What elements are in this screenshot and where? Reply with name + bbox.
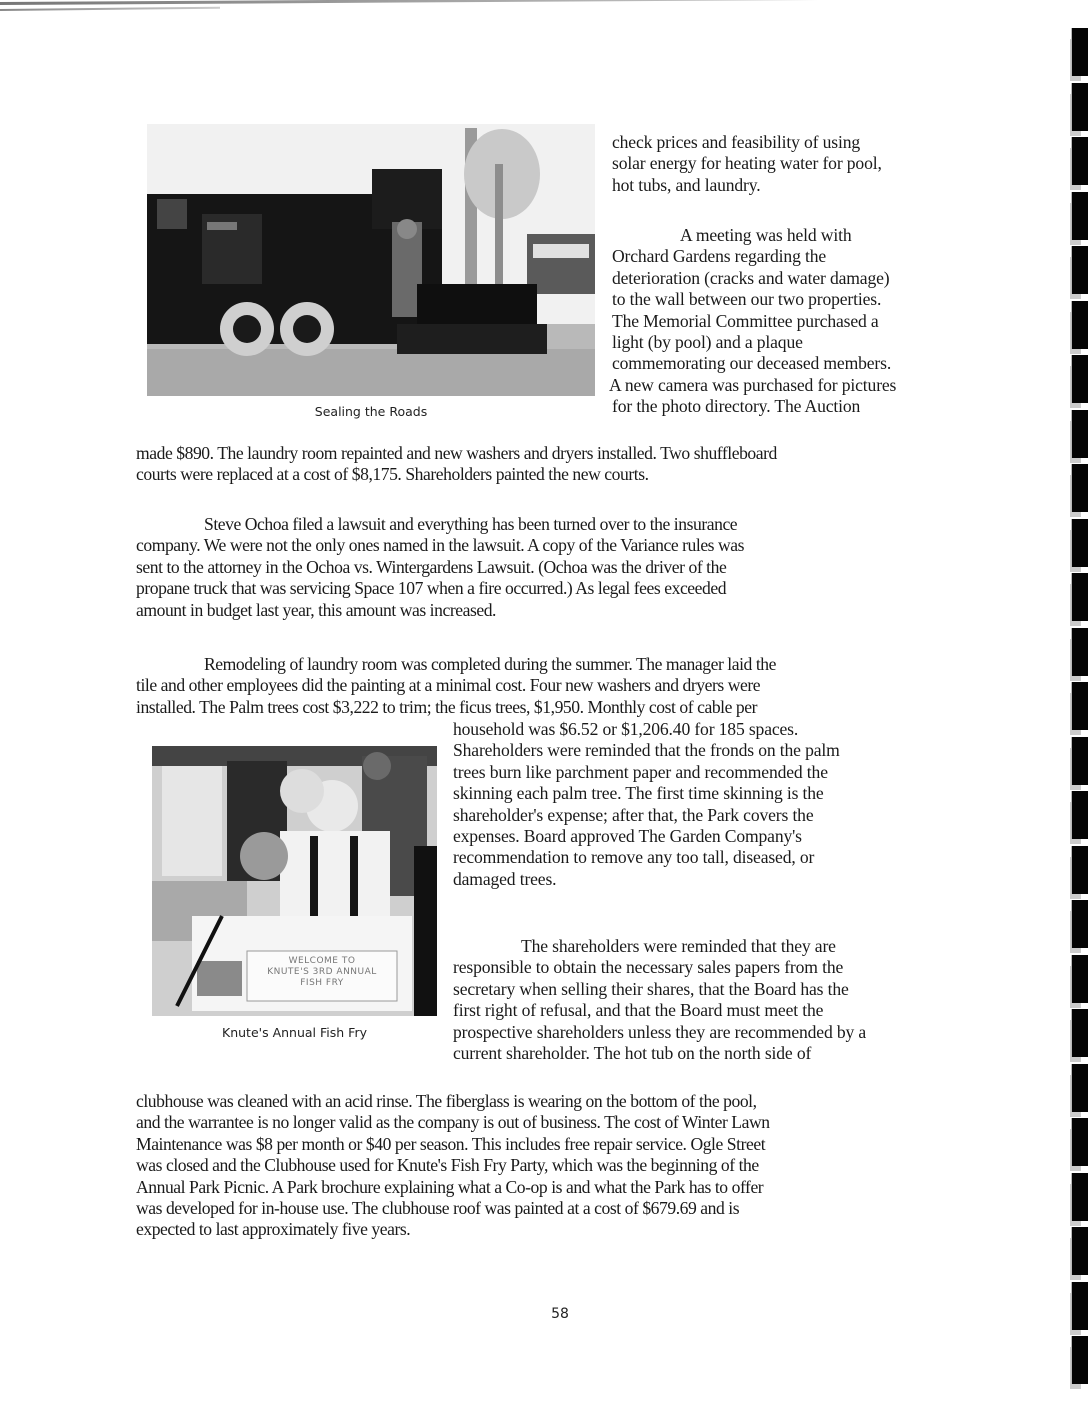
text-line: tile and other employees did the painting at a minimal cost. Four new washers and dryers were [136,675,761,696]
text-line: installed. The Palm trees cost $3,222 to trim; the ficus trees, $1,950. Monthly cost of cable per [136,696,758,717]
binding-hole [1071,1064,1088,1112]
text-line: courts were replaced at a cost of $8,175. Shareholders painted the new courts. [136,464,649,485]
text-line: propane truck that was servicing Space 107 when a fire occurred.) As legal fees exceeded [136,578,727,599]
sign-line: FISH FRY [300,978,344,988]
text-line: skinning each palm tree. The first time skinning is the [453,783,824,804]
road-sealing-truck-image [147,124,595,396]
text-line: company. We were not the only ones named in the lawsuit. A copy of the Variance rules was [136,535,745,556]
text-line: clubhouse was cleaned with an acid rinse. The fiberglass is wearing on the bottom of the pool, [136,1091,757,1111]
scan-edge-line [0,7,220,11]
text-line: sent to the attorney in the Ochoa vs. Wintergardens Lawsuit. (Ochoa was the driver of the [136,556,727,577]
paragraph-orchard-gardens-meeting [609,225,897,418]
binding-hole [1071,410,1088,458]
welcome-sign [247,956,397,989]
text-line: Annual Park Picnic. A Park brochure explaining what a Co-op is and what the Park has to offer [136,1176,764,1197]
text-line: and the warrantee is no longer valid as the company is out of business. The cost of Winter Lawn [136,1112,770,1133]
text-line: shareholder's expense; after that, the Park covers the [453,804,814,825]
text-line: for the photo directory. The Auction [612,396,861,417]
binding-hole [1071,519,1088,567]
text-line: was closed and the Clubhouse used for Knute's Fish Fry Party, which was the beginning of the [136,1155,759,1176]
sign-line: KNUTE'S 3RD ANNUAL [267,967,377,977]
paragraph-sales-papers [453,936,866,1064]
text-line: A meeting was held with [680,225,852,245]
binding-hole [1071,846,1088,894]
paragraph-auction-continuation [136,443,777,486]
paragraph-palm-trees [453,719,840,890]
text-line: The shareholders were reminded that they are [521,936,836,956]
text-line: light (by pool) and a plaque [612,332,803,353]
page-number: 58 [551,1306,569,1322]
binding-hole [1071,1227,1088,1275]
text-line: current shareholder. The hot tub on the north side of [453,1043,812,1064]
text-line: Orchard Gardens regarding the [612,246,827,267]
text-line: check prices and feasibility of using [612,132,861,152]
figure-caption-sealing-roads: Sealing the Roads [314,404,428,419]
binding-hole [1071,900,1088,948]
text-line: to the wall between our two properties. [612,289,882,310]
text-line: hot tubs, and laundry. [612,174,761,195]
text-line: trees burn like parchment paper and recommended the [453,761,828,782]
sealing-roads-photo [147,124,595,396]
binding-hole [1071,246,1088,294]
binding-hole [1071,955,1088,1003]
text-line: Steve Ochoa filed a lawsuit and everything has been turned over to the insurance [204,514,738,534]
text-line: A new camera was purchased for pictures [609,374,897,395]
binding-hole [1071,83,1088,131]
text-line: commemorating our deceased members. [612,353,892,374]
binding-hole [1071,192,1088,240]
text-line: first right of refusal, and that the Board must meet the [453,1000,824,1021]
binding-hole [1071,737,1088,785]
text-line: Shareholders were reminded that the fronds on the palm [453,740,840,761]
binding-hole [1071,1336,1088,1384]
text-line: prospective shareholders unless they are recommended by a [453,1021,867,1042]
text-line: damaged trees. [453,868,557,889]
text-line: was developed for in-house use. The clubhouse roof was painted at a cost of $679.69 and is [136,1198,740,1219]
fish-fry-photo [152,746,437,1016]
binding-hole [1071,791,1088,839]
binding-hole [1071,1118,1088,1166]
text-line: recommendation to remove any too tall, diseased, or [453,847,815,868]
paragraph-clubhouse [136,1091,770,1241]
text-line: made $890. The laundry room repainted and new washers and dryers installed. Two shuffleboard [136,443,777,463]
binding-hole [1071,137,1088,185]
text-line: expected to last approximately five years. [136,1219,411,1240]
text-line: Remodeling of laundry room was completed during the summer. The manager laid the [204,654,776,674]
binding-hole [1071,1009,1088,1057]
text-line: secretary when selling their shares, that the Board has the [453,978,849,999]
paragraph-solar-energy [612,132,882,196]
binding-hole [1071,301,1088,349]
binding-hole [1071,1173,1088,1221]
text-line: household was $6.52 or $1,206.40 for 185 spaces. [453,719,799,739]
binding-hole [1071,682,1088,730]
text-line: The Memorial Committee purchased a [612,310,879,331]
text-line: amount in budget last year, this amount was increased. [136,599,497,620]
binding-hole [1071,355,1088,403]
binding-hole [1071,464,1088,512]
scan-edge-line [0,0,1000,5]
paragraph-lawsuit [136,514,744,621]
binding-hole [1071,628,1088,676]
binding-hole [1071,573,1088,621]
sign-line: WELCOME TO [288,956,356,966]
text-line: responsible to obtain the necessary sales papers from the [453,957,844,978]
binding-holes [1058,0,1088,1408]
text-line: Maintenance was $8 per month or $40 per season. This includes free repair service. Ogle Street [136,1133,766,1154]
figure-caption-fish-fry: Knute's Annual Fish Fry [222,1025,367,1040]
paragraph-laundry-remodel [136,654,776,718]
text-line: solar energy for heating water for pool, [612,153,882,174]
text-line: deterioration (cracks and water damage) [612,267,890,288]
binding-hole [1071,28,1088,76]
text-line: expenses. Board approved The Garden Company's [453,826,802,847]
